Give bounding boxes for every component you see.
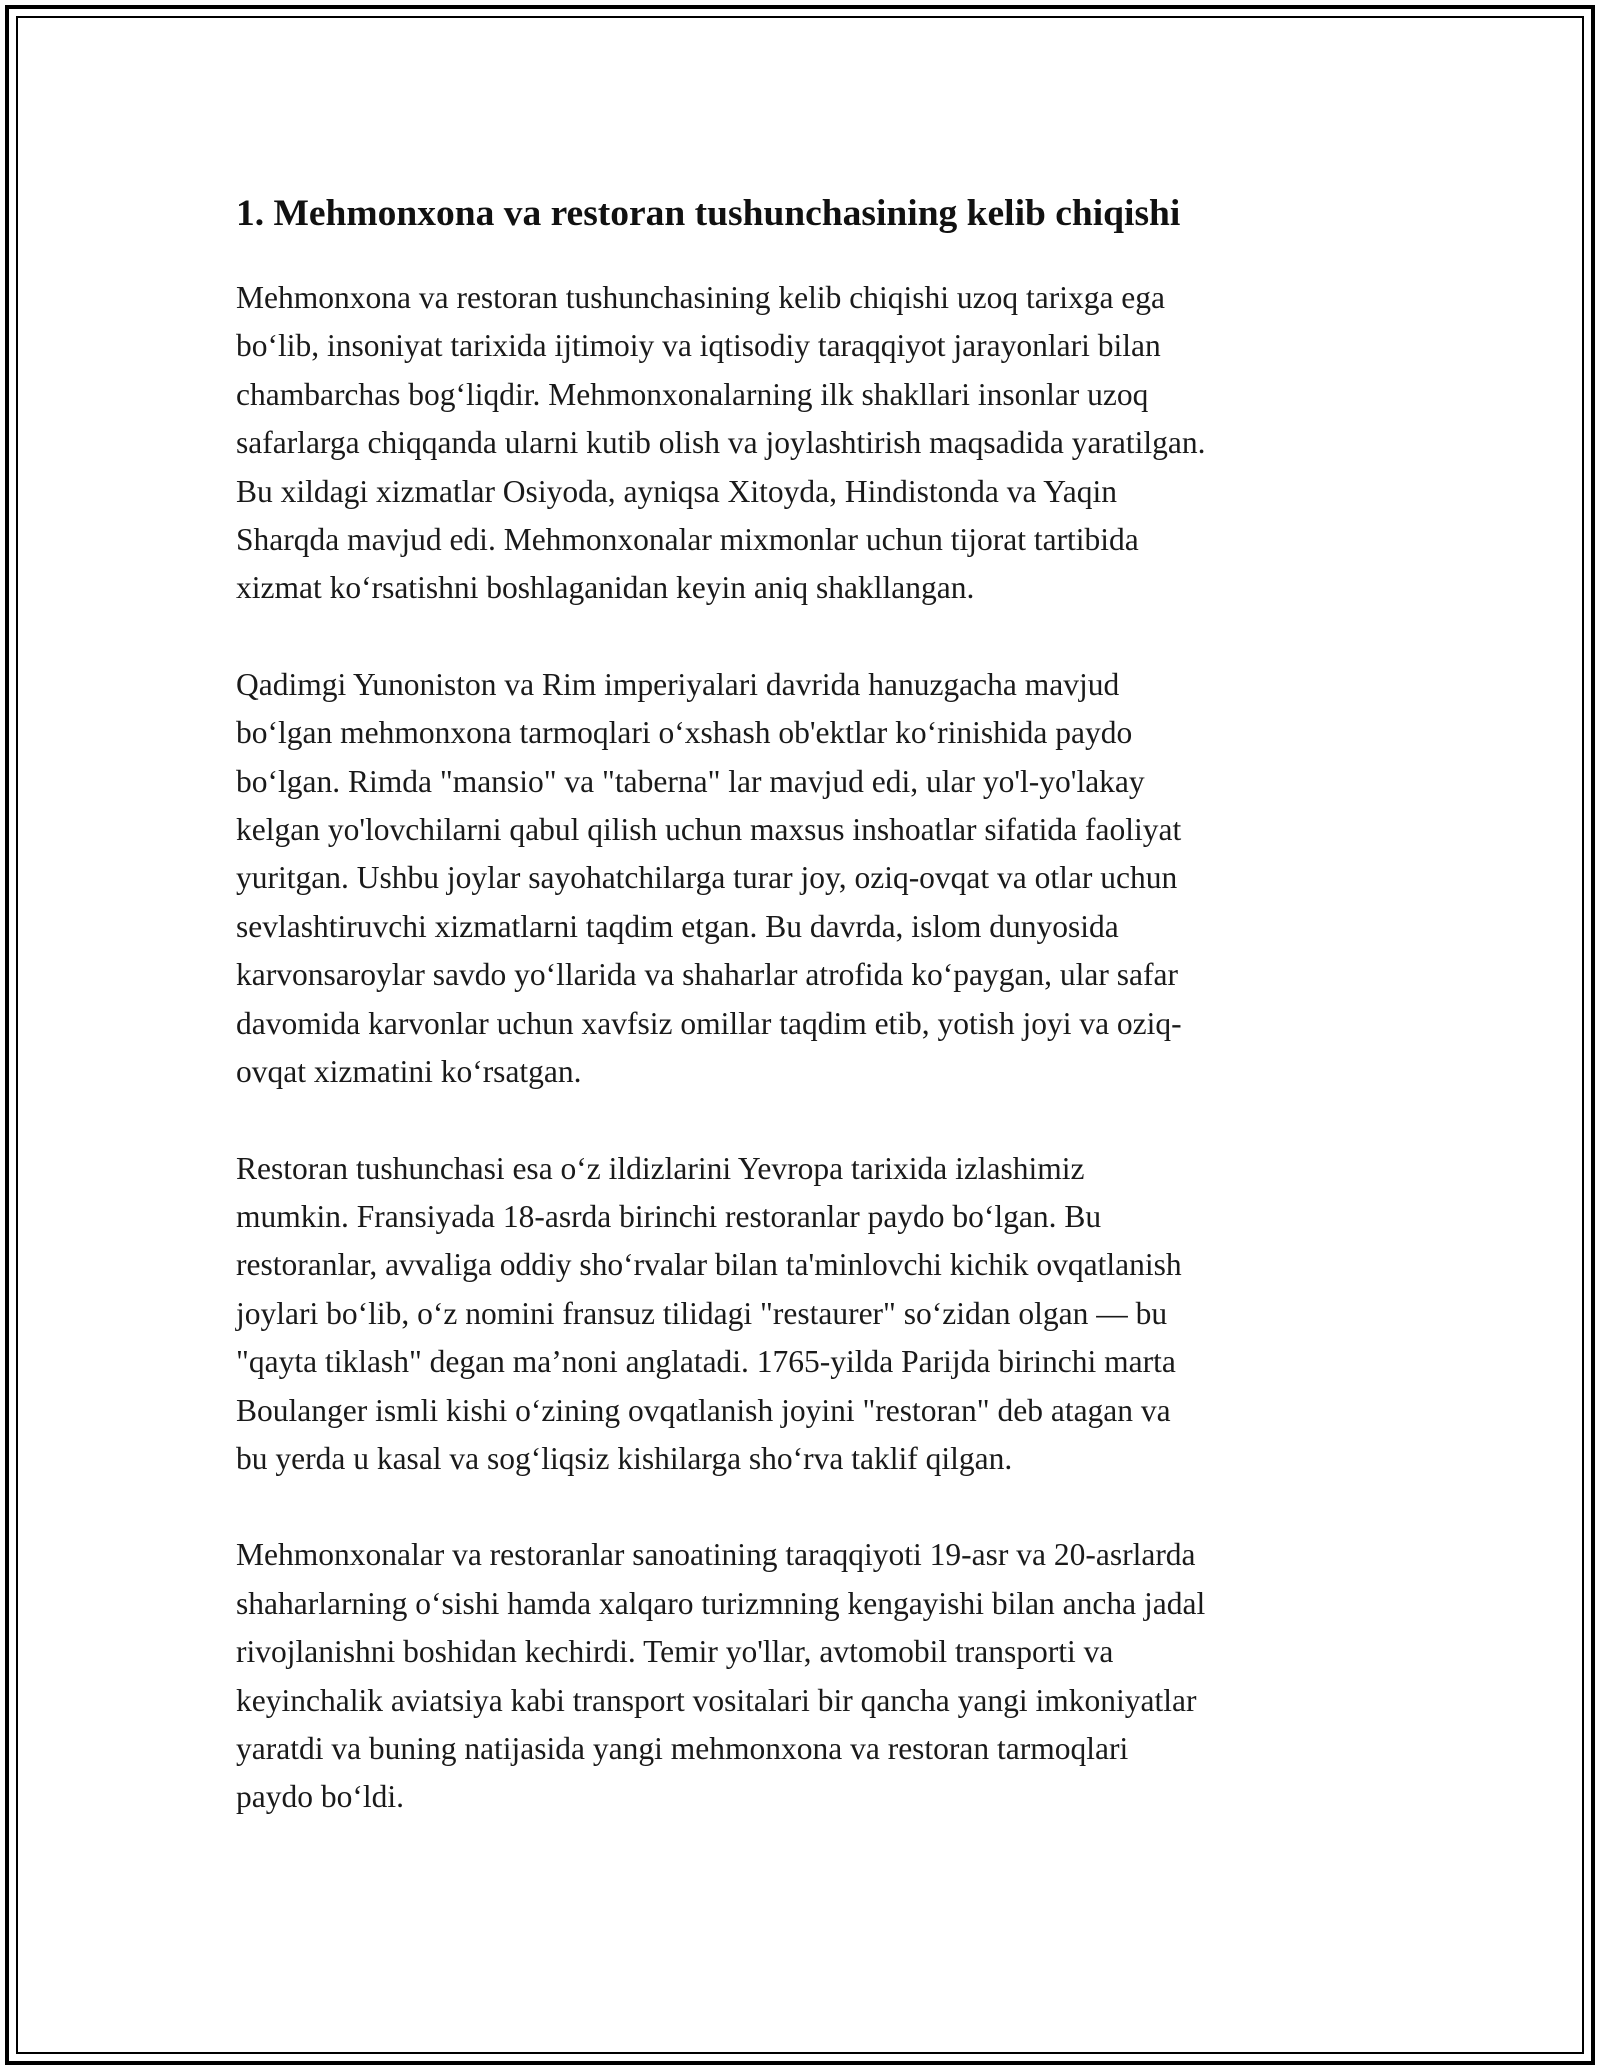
text-line: paydo bo‘ldi.	[236, 1779, 404, 1815]
text-line: Bu xildagi xizmatlar Osiyoda, ayniqsa Xitoyda, Hindistonda va Yaqin	[236, 473, 1118, 509]
text-line: mumkin. Fransiyada 18-asrda birinchi restoranlar paydo bo‘lgan. Bu	[236, 1198, 1102, 1234]
text-line: Sharqda mavjud edi. Mehmonxonalar mixmonlar uchun tijorat tartibida	[236, 522, 1139, 558]
text-line: Mehmonxonalar va restoranlar sanoatining taraqqiyoti 19-asr va 20-asrlarda	[236, 1537, 1196, 1573]
text-line: restoranlar, avvaliga oddiy sho‘rvalar bilan ta'minlovchi kichik ovqatlanish	[236, 1247, 1182, 1283]
text-line: safarlarga chiqqanda ularni kutib olish va joylashtirish maqsadida yaratilgan.	[236, 425, 1206, 461]
section-heading: 1. Mehmonxona va restoran tushunchasining kelib chiqishi	[236, 193, 1181, 234]
paragraph	[236, 1145, 1376, 1484]
document-body	[236, 186, 1376, 1870]
text-line: xizmat ko‘rsatishni boshlaganidan keyin aniq shakllangan.	[236, 570, 975, 606]
text-line: davomida karvonlar uchun xavfsiz omillar taqdim etib, yotish joyi va oziq-	[236, 1005, 1182, 1041]
text-line: bo‘lgan. Rimda "mansio" va "taberna" lar mavjud edi, ular yo'l-yo'lakay	[236, 763, 1145, 799]
text-line: chambarchas bog‘liqdir. Mehmonxonalarning ilk shakllari insonlar uzoq	[236, 376, 1149, 412]
paragraph	[236, 274, 1376, 613]
text-line: karvonsaroylar savdo yo‘llarida va shaharlar atrofida ko‘paygan, ular safar	[236, 957, 1178, 993]
text-line: bu yerda u kasal va sog‘liqsiz kishilarga sho‘rva taklif qilgan.	[236, 1440, 1013, 1476]
text-line: yaratdi va buning natijasida yangi mehmonxona va restoran tarmoqlari	[236, 1730, 1129, 1766]
text-line: rivojlanishni boshidan kechirdi. Temir yo'llar, avtomobil transporti va	[236, 1634, 1114, 1670]
text-line: bo‘lib, insoniyat tarixida ijtimoiy va iqtisodiy taraqqiyot jarayonlari bilan	[236, 328, 1161, 364]
text-line: shaharlarning o‘sishi hamda xalqaro turizmning kengayishi bilan ancha jadal	[236, 1585, 1206, 1621]
text-line: "qayta tiklash" degan ma’noni anglatadi. 1765-yilda Parijda birinchi marta	[236, 1344, 1176, 1380]
text-line: Qadimgi Yunoniston va Rim imperiyalari davrida hanuzgacha mavjud	[236, 666, 1120, 702]
text-line: joylari bo‘lib, o‘z nomini fransuz tilidagi "restaurer" so‘zidan olgan — bu	[236, 1295, 1168, 1331]
paragraph	[236, 1531, 1376, 1821]
text-line: Mehmonxona va restoran tushunchasining kelib chiqishi uzoq tarixga ega	[236, 280, 1166, 315]
text-line: Boulanger ismli kishi o‘zining ovqatlanish joyini "restoran" deb atagan va	[236, 1392, 1171, 1428]
text-line: kelgan yo'lovchilarni qabul qilish uchun maxsus inshoatlar sifatida faoliyat	[236, 812, 1182, 848]
text-line: Restoran tushunchasi esa o‘z ildizlarini Yevropa tarixida izlashimiz	[236, 1150, 1085, 1186]
text-line: ovqat xizmatini ko‘rsatgan.	[236, 1054, 582, 1090]
text-line: yuritgan. Ushbu joylar sayohatchilarga turar joy, oziq-ovqat va otlar uchun	[236, 860, 1178, 896]
text-line: keyinchalik aviatsiya kabi transport vositalari bir qancha yangi imkoniyatlar	[236, 1682, 1197, 1718]
text-line: sevlashtiruvchi xizmatlarni taqdim etgan. Bu davrda, islom dunyosida	[236, 908, 1119, 944]
text-line: bo‘lgan mehmonxona tarmoqlari o‘xshash ob'ektlar ko‘rinishida paydo	[236, 715, 1133, 751]
paragraph	[236, 661, 1376, 1097]
